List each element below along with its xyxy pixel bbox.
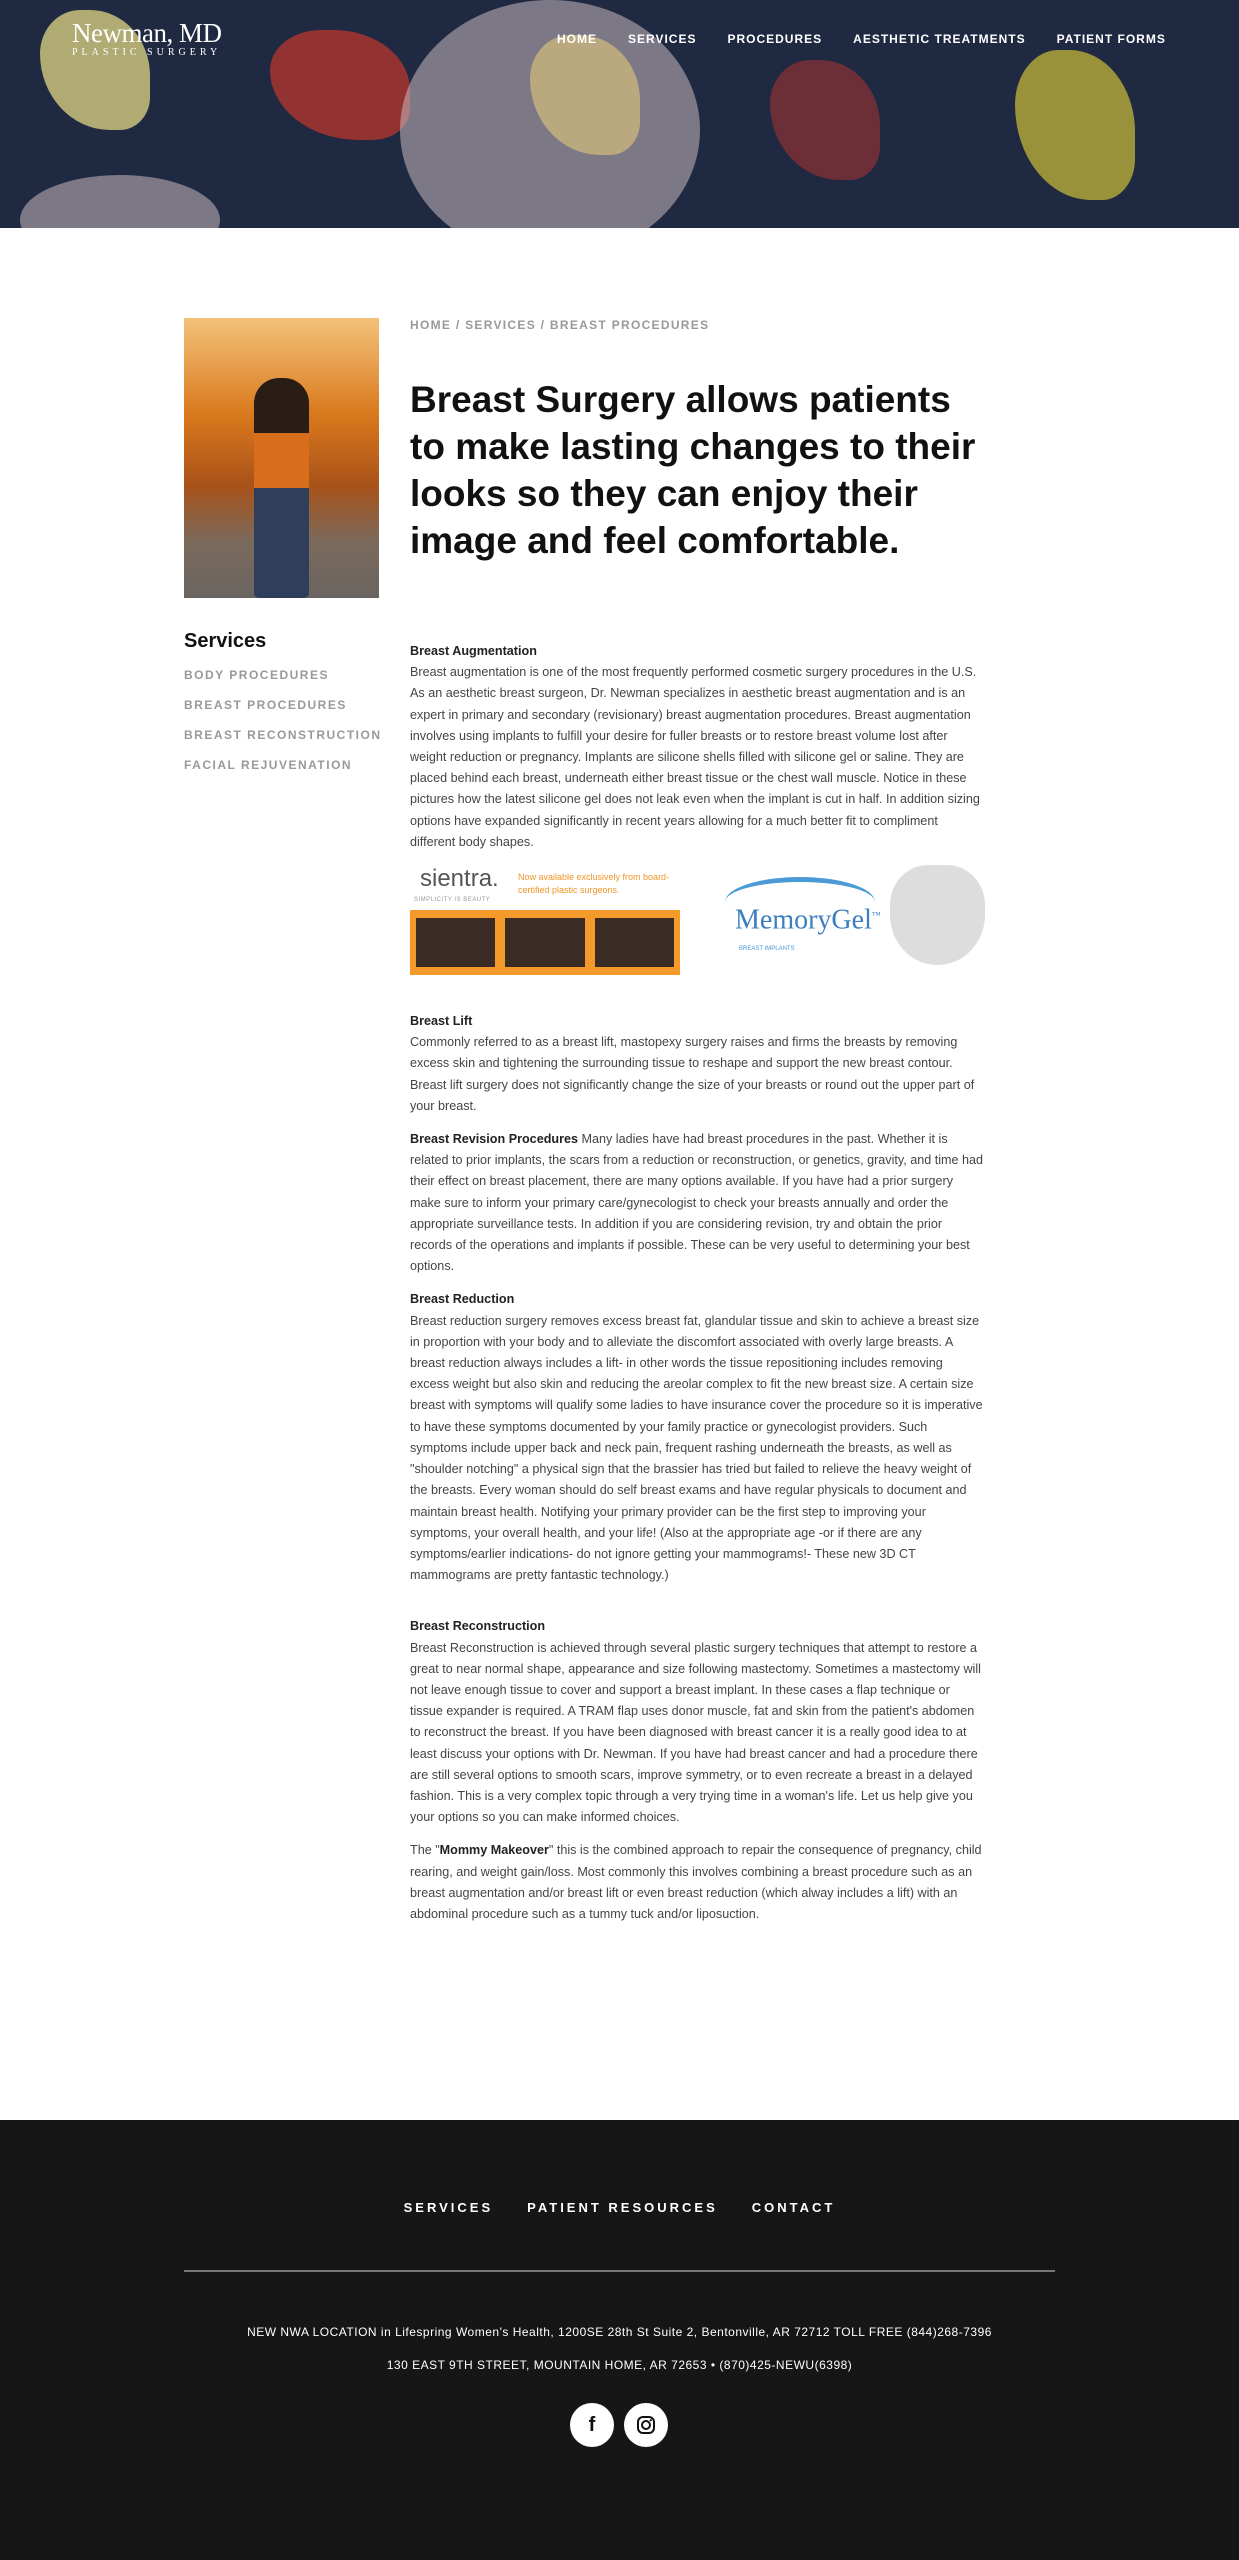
- section-title: Breast Revision Procedures: [410, 1132, 578, 1147]
- section-body: Breast augmentation is one of the most frequently performed cosmetic surgery procedures in the U.S. As an aesthetic breast surgeon, Dr. Newman specializes in aesthetic breast augmentation and is an expert in primary and secondary (revisionary) breast augmentation procedures. Breast augmentation involves using implants to fulfill your desire for fuller breasts or to restore breast volume lost after weight reduction or pregnancy. Implants are silicone shells filled with silicone gel or saline. They are placed behind each breast, underneath either breast tissue or the chest wall muscle. Notice in these pictures how the latest silicone gel does not leak even when the implant is cut in half. In addition sizing options have expanded significantly in recent years allowing for a much better fit to compliment different body shapes.: [410, 665, 980, 849]
- footer-nav-patient-resources[interactable]: PATIENT RESOURCES: [527, 2200, 718, 2215]
- footer-address-bentonville: NEW NWA LOCATION in Lifespring Women's Health, 1200SE 28th St Suite 2, Bentonville, AR 72712 TOLL FREE (844)268-7396: [247, 2325, 992, 2339]
- section-title: Breast Lift: [410, 1014, 473, 1029]
- nav-aesthetic-treatments[interactable]: AESTHETIC TREATMENTS: [853, 32, 1026, 46]
- section-title: Breast Augmentation: [410, 644, 537, 658]
- breadcrumb-services[interactable]: SERVICES: [465, 318, 536, 332]
- footer-nav: [0, 2200, 1239, 2215]
- hand-decoration: [20, 175, 220, 228]
- section-reduction: [410, 1289, 985, 1586]
- leaf-decoration: [270, 30, 410, 140]
- memorygel-logo-text: MemoryGel: [735, 904, 872, 936]
- sidebar-photo: [184, 318, 379, 598]
- section-body: Commonly referred to as a breast lift, mastopexy surgery raises and firms the breasts by removing excess skin and tightening the surrounding tissue to reshape and support the new breast contour. Breast lift surgery does not significantly change the size of your breasts or round out the upper part of your breast.: [410, 1035, 975, 1113]
- sientra-ad-image: [410, 865, 680, 975]
- breadcrumb-separator: /: [455, 318, 461, 332]
- memorygel-ad-image: [725, 865, 985, 975]
- facebook-icon[interactable]: f: [570, 2403, 614, 2447]
- leaf-decoration: [1015, 50, 1135, 200]
- footer-nav-services[interactable]: SERVICES: [403, 2200, 494, 2215]
- implant-photos: [410, 910, 680, 975]
- leaf-decoration: [770, 60, 880, 180]
- breadcrumb-current: BREAST PROCEDURES: [549, 318, 710, 332]
- sidebar-menu: [184, 668, 382, 788]
- sientra-logo: sientra.: [420, 865, 499, 893]
- section-title: Breast Reconstruction: [410, 1619, 546, 1634]
- main-content: [410, 641, 985, 1937]
- breadcrumb-home[interactable]: HOME: [410, 318, 452, 332]
- sientra-note: Now available exclusively from board-certified plastic surgeons.: [518, 872, 670, 896]
- hero-header: [0, 0, 1239, 228]
- memorygel-logo: [735, 904, 881, 936]
- section-title: Mommy Makeover: [439, 1843, 549, 1858]
- section-mommy-makeover: [410, 1840, 985, 1925]
- main-nav: [557, 32, 1166, 46]
- instagram-icon[interactable]: [624, 2403, 668, 2447]
- section-body: Many ladies have had breast procedures in the past. Whether it is related to prior implants, the scars from a reduction or reconstruction, or genetics, gravity, and time had their effect on breast placement, there are many options available. If you have had a prior surgery make sure to inform your primary care/gynecologist to check your breasts annually and order the appropriate surveillance tests. In addition if you are considering revision, try and obtain the prior records of the operations and implants if possible. These can be very useful to determining your best options.: [410, 1132, 984, 1274]
- sientra-tagline: SIMPLICITY IS BEAUTY: [414, 897, 491, 904]
- memorygel-tm: ™: [871, 910, 881, 921]
- footer-nav-contact[interactable]: CONTACT: [751, 2200, 836, 2215]
- section-revision: [410, 1129, 985, 1277]
- quote-open: The ": [410, 1843, 440, 1858]
- implant-hand-photo: [890, 865, 985, 965]
- nav-services[interactable]: SERVICES: [628, 32, 697, 46]
- sidebar-title: Services: [184, 630, 267, 652]
- memorygel-sub: BREAST IMPLANTS: [739, 946, 795, 953]
- logo-name: Newman, MD: [72, 18, 222, 48]
- section-lift: [410, 1011, 985, 1117]
- sidebar-item-facial-rejuvenation[interactable]: FACIAL REJUVENATION: [184, 758, 353, 772]
- breadcrumb-separator: /: [540, 318, 546, 332]
- section-reconstruction: [410, 1616, 985, 1828]
- sidebar-item-breast-procedures[interactable]: BREAST PROCEDURES: [184, 698, 347, 712]
- social-links: [570, 2403, 668, 2447]
- page-title: Breast Surgery allows patients to make lasting changes to their looks so they can enjoy their image and feel comfortable.: [410, 379, 976, 561]
- breadcrumb: [410, 318, 709, 332]
- footer-address-mountain-home: 130 EAST 9TH STREET, MOUNTAIN HOME, AR 72653 • (870)425-NEWU(6398): [386, 2358, 853, 2372]
- footer-divider: [184, 2270, 1055, 2272]
- person-figure: [254, 378, 309, 598]
- nav-home[interactable]: HOME: [557, 32, 597, 46]
- logo-subtitle: PLASTIC SURGERY: [72, 47, 222, 58]
- section-title: Breast Reduction: [410, 1292, 515, 1307]
- nav-procedures[interactable]: PROCEDURES: [727, 32, 823, 46]
- section-augmentation: [410, 641, 985, 853]
- section-body: Breast Reconstruction is achieved through several plastic surgery techniques that attempt to restore a great to near normal shape, appearance and size following mastectomy. Sometimes a mastectomy will not leave enough tissue to cover and support a breast implant. In these cases a flap technique or tissue expander is required. A TRAM flap uses donor muscle, fat and skin from the patient's abdomen to reconstruct the breast. If you have been diagnosed with breast cancer it is a really good idea to at least discuss your options with Dr. Newman. If you have had breast cancer and had a procedure there are still several options to smooth scars, improve symmetry, or to even recreate a breast in a delayed fashion. This is a very complex topic through a very trying time in a woman's life. Let us help give you your options so you can make informed choices.: [410, 1640, 981, 1825]
- nav-patient-forms[interactable]: PATIENT FORMS: [1056, 32, 1166, 46]
- section-body: Breast reduction surgery removes excess breast fat, glandular tissue and skin to achieve a breast size in proportion with your body and to alleviate the discomfort associated with overly large breasts. A breast reduction always includes a lift- in other words the tissue repositioning includes removing excess weight but also skin and reducing the areolar complex to fit the new breast size. A certain size breast with symptoms will qualify some ladies to have insurance cover the procedure so it is imperative to have these symptoms documented by your family practice or gynecologist providers. Such symptoms include upper back and neck pain, frequent rashing underneath the breasts, as well as "shoulder notching" a physical sign that the brassier has tried but failed to relieve the heavy weight of the breasts. Every woman should do self breast exams and have regular physicals to document and maintain breast health. Notifying your primary provider can be the first step to improving your symptoms, your overall health, and your life! (Also at the appropriate age -or if there are any symptoms/earlier indications- do not ignore getting your mammograms!- These new 3D CT mammograms are pretty fantastic technology.): [410, 1313, 983, 1583]
- section-body: " this is the combined approach to repair the consequence of pregnancy, child rearing, and weight gain/loss. Most commonly this involves combining a breast procedure such as an breast augmentation and/or breast lift or even breast reduction (which alway includes a lift) with an abdominal procedure such as a tummy tuck and/or liposuction.: [410, 1843, 982, 1921]
- implant-images: [410, 865, 985, 975]
- sidebar-item-breast-reconstruction[interactable]: BREAST RECONSTRUCTION: [184, 728, 382, 742]
- site-footer: [0, 2120, 1239, 2560]
- sidebar-item-body-procedures[interactable]: BODY PROCEDURES: [184, 668, 329, 682]
- site-logo[interactable]: [72, 18, 221, 58]
